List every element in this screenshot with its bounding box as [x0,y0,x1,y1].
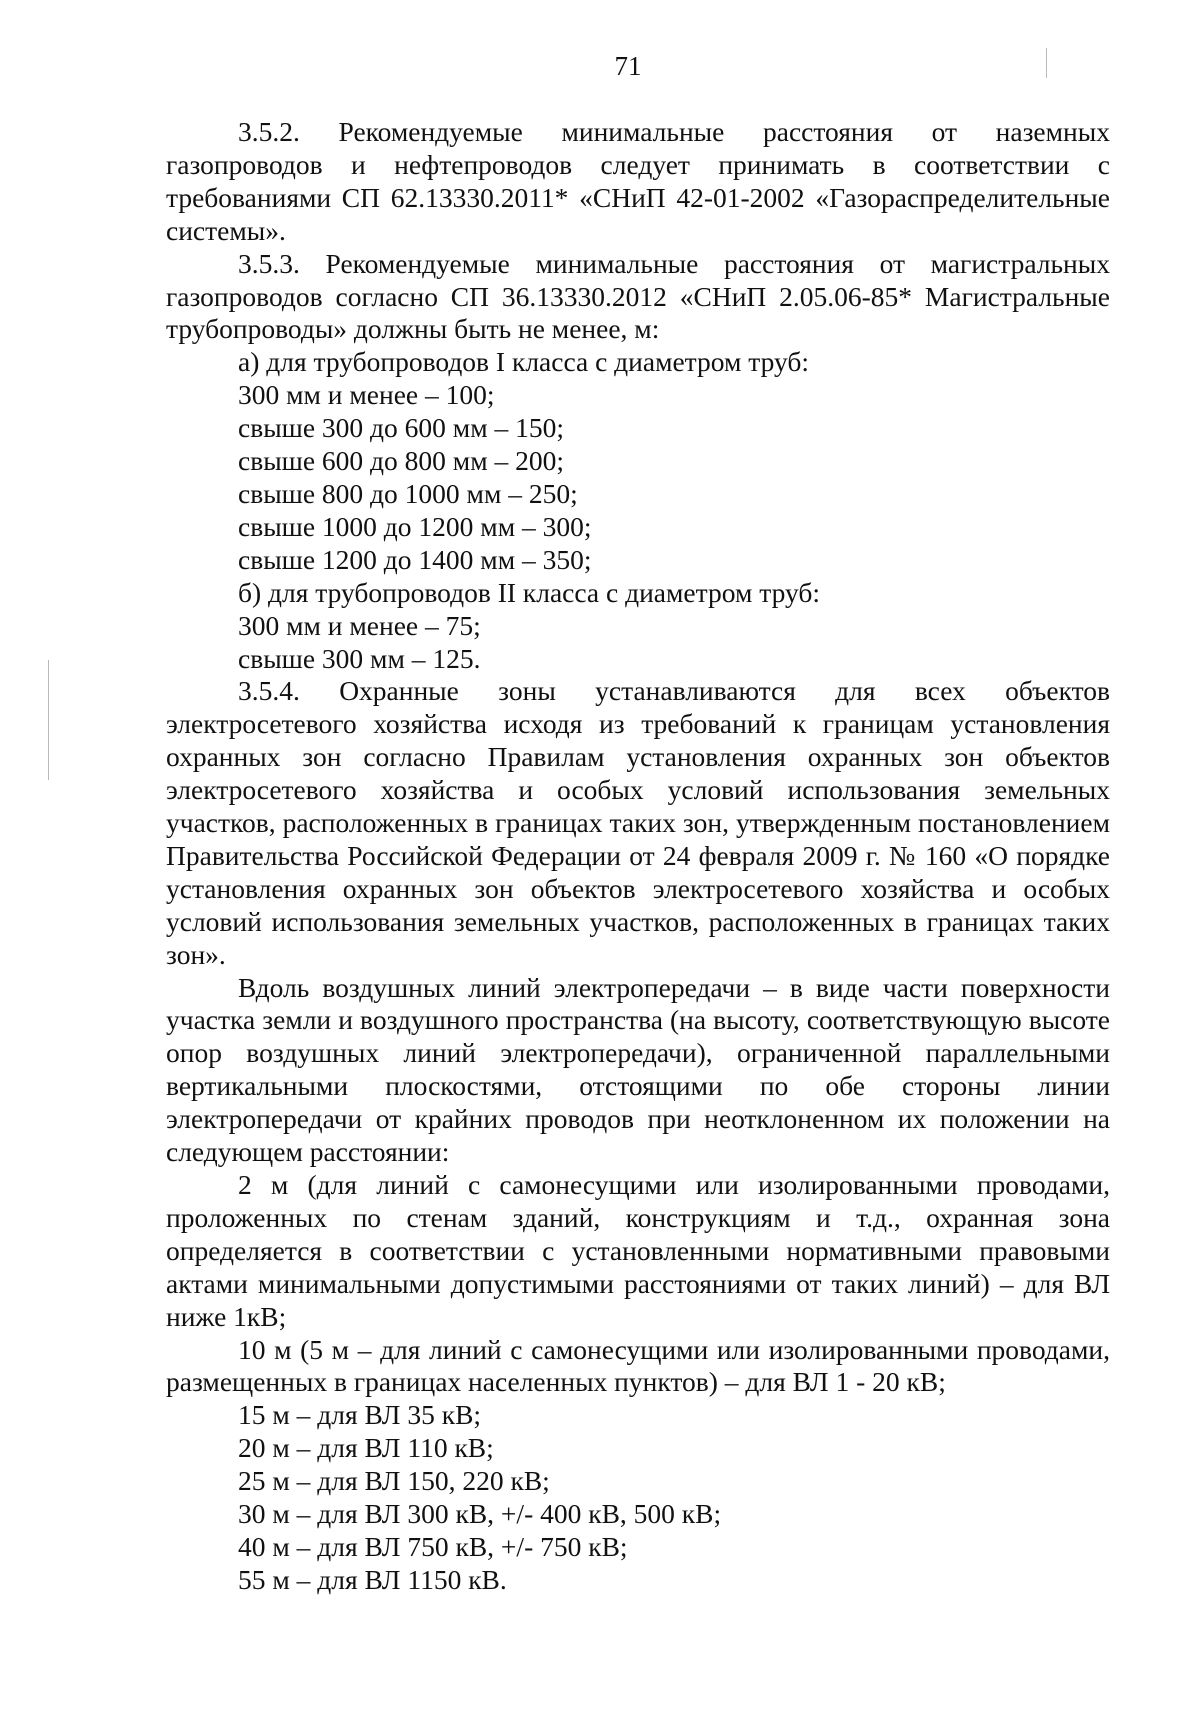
scan-artifact-line [1046,48,1047,78]
list-item: 300 мм и менее – 75; [238,609,481,641]
distance-item: 20 м – для ВЛ 110 кВ; [238,1432,494,1464]
list-heading-class-1: а) для трубопроводов I класса с диаметром труб: [238,346,810,378]
distance-item: 55 м – для ВЛ 1150 кВ. [238,1563,507,1595]
distance-item: 25 м – для ВЛ 150, 220 кВ; [238,1465,550,1497]
paragraph-3-5-4: 3.5.4. Охранные зоны устанавливаются для всех объектов электросетевого хозяйства исходя из требований к границам установления охранных зон согласно Правилам установления охранных зон объектов электросетевого хозяйства и особых условий использования земельных участков, расположенных в границах таких зон, утвержденным постановлением Правительства Российской Федерации от 24 февраля 2009 г. № 160 «О порядке установления охранных зон объектов электросетевого хозяйства и особых условий использования земельных участков, расположенных в границах таких зон». [166,675,1110,970]
distance-item: 30 м – для ВЛ 300 кВ, +/- 400 кВ, 500 кВ; [238,1498,722,1530]
distance-item: 15 м – для ВЛ 35 кВ; [238,1399,482,1431]
list-item: свыше 800 до 1000 мм – 250; [238,477,578,509]
paragraph-3-5-2: 3.5.2. Рекомендуемые минимальные расстояния от наземных газопроводов и нефтепроводов следует принимать в соответствии с требованиями СП 62.13330.2011* «СНиП 42-01-2002 «Газораспределительные системы». [166,116,1110,246]
list-item: свыше 600 до 800 мм – 200; [238,445,564,477]
page-number: 71 [614,51,642,81]
paragraph-3-5-3: 3.5.3. Рекомендуемые минимальные расстояния от магистральных газопроводов согласно СП 36.13330.2012 «СНиП 2.05.06-85* Магистральные трубопроводы» должны быть не менее, м: [166,247,1110,345]
list-heading-class-2: б) для трубопроводов II класса с диаметром труб: [238,576,820,608]
list-item: свыше 1200 до 1400 мм – 350; [238,543,592,575]
paragraph-along-power-lines: Вдоль воздушных линий электропередачи – в виде части поверхности участка земли и воздушного пространства (на высоту, соответствующую высоте опор воздушных линий электропередачи), ограниченной параллельными вертикальными плоскостями, отстоящими по обе стороны линии электропередачи от крайних проводов при неотклоненном их положении на следующем расстоянии: [166,971,1110,1168]
list-item: свыше 300 до 600 мм – 150; [238,412,564,444]
distance-item: 40 м – для ВЛ 750 кВ, +/- 750 кВ; [238,1530,628,1562]
list-item: свыше 1000 до 1200 мм – 300; [238,510,592,542]
paragraph-2m-zone: 2 м (для линий с самонесущими или изолированными проводами, проложенных по стенам зданий, конструкциям и т.д., охранная зона определяется в соответствии с установленными нормативными правовыми актами минимальными допустимыми расстояниями от таких линий) – для ВЛ ниже 1кВ; [166,1169,1110,1332]
list-item: 300 мм и менее – 100; [238,379,495,411]
paragraph-10m-zone: 10 м (5 м – для линий с самонесущими или изолированными проводами, размещенных в границах населенных пунктов) – для ВЛ 1 - 20 кВ; [166,1333,1110,1398]
scan-artifact-line [48,660,49,780]
document-body [166,116,1110,1597]
list-item: свыше 300 мм – 125. [238,642,481,674]
